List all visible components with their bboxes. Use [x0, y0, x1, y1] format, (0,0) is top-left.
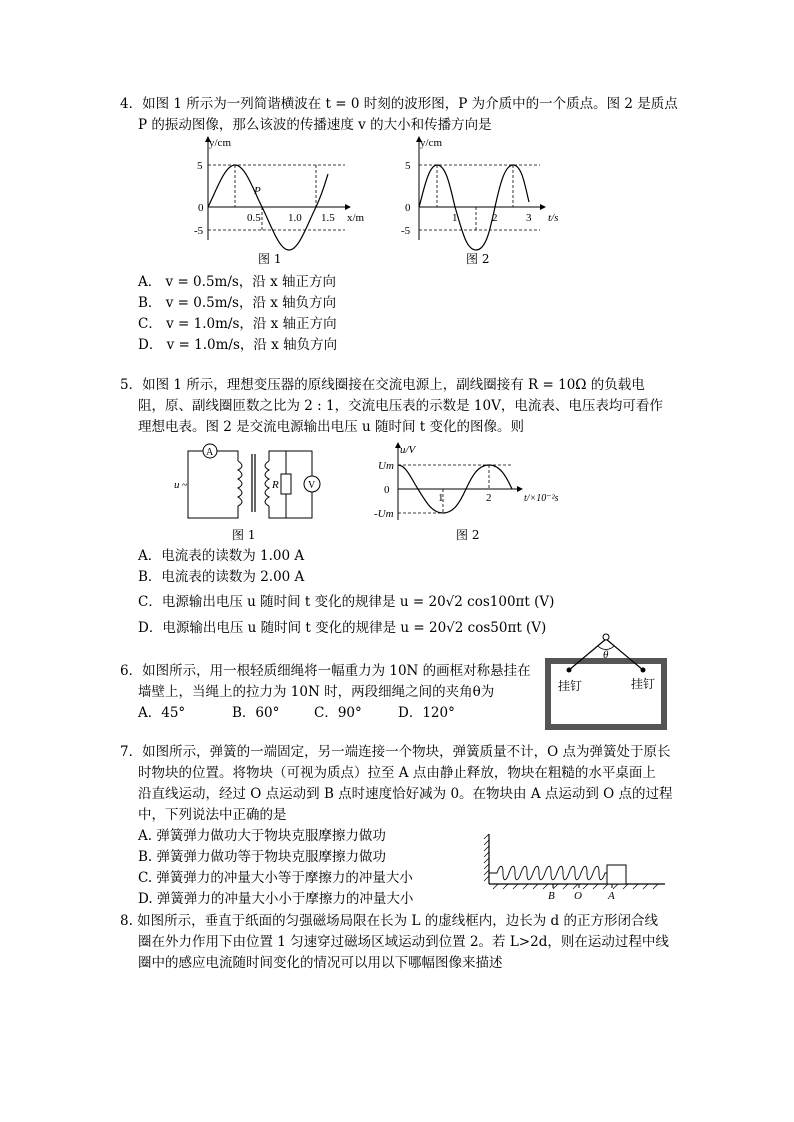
q7-option-a[interactable]: A. 弹簧弹力做功大于物块克服摩擦力做功: [138, 828, 386, 844]
point-a-label: A: [608, 890, 615, 902]
question-4-stem: [120, 94, 680, 136]
q4-option-d[interactable]: D． v = 1.0m/s，沿 x 轴负方向: [138, 337, 338, 353]
q7-stem-line2: 时物块的位置。将物块（可视为质点）拉至 A 点由静止释放，物块在粗糙的水平桌面上: [138, 765, 656, 781]
q7-stem-line1: 7．如图所示，弹簧的一端固定，另一端连接一个物块，弹簧质量不计，O 点为弹簧处于原长: [120, 744, 671, 760]
picture-frame: [548, 661, 664, 727]
nail-right-label: 挂钉: [631, 677, 656, 691]
question-7-stem: [120, 742, 680, 826]
tick-0.5: 0.5: [247, 212, 261, 224]
tick-neg-um: -Um: [374, 508, 394, 520]
point-o-label: O: [574, 890, 582, 902]
point-b-label: B: [548, 890, 555, 902]
q4-figure-2-vibration-graph: [395, 134, 575, 248]
tick-1: 1: [438, 492, 444, 504]
q5-option-c[interactable]: C．电源输出电压 u 随时间 t 变化的规律是 u = 20√2 cos100πt (V): [138, 594, 555, 610]
voltmeter-label: V: [308, 480, 316, 491]
q5-stem-line3: 理想电表。图 2 是交流电源输出电压 u 随时间 t 变化的图像。则: [138, 419, 524, 435]
tick-0: 0: [198, 202, 204, 214]
y-axis-label: u/V: [400, 444, 416, 456]
q5-option-d[interactable]: D．电源输出电压 u 随时间 t 变化的规律是 u = 20√2 cos50πt (V): [138, 620, 547, 636]
q7-option-d[interactable]: D. 弹簧弹力的冲量大小小于摩擦力的冲量大小: [138, 891, 414, 907]
q7-stem-line4: 中，下列说法中正确的是: [138, 807, 287, 823]
tick-2: 2: [486, 492, 492, 504]
resistor: [281, 474, 291, 494]
q4-option-c[interactable]: C． v = 1.0m/s，沿 x 轴正方向: [138, 316, 337, 332]
theta-label: θ: [603, 649, 609, 661]
q6-option-c[interactable]: C．90°: [314, 705, 362, 721]
q6-option-b[interactable]: B．60°: [232, 705, 280, 721]
y-axis-label: y/cm: [420, 137, 442, 149]
q7-stem-line3: 沿直线运动，经过 O 点运动到 B 点时速度恰好减为 0。在物块由 A 点运动到 O 点的过程: [138, 786, 673, 802]
primary-wire-top: [217, 451, 238, 461]
q4-option-a[interactable]: A． v = 0.5m/s，沿 x 轴正方向: [138, 274, 337, 290]
nail-right: [641, 668, 646, 673]
tick-neg5: -5: [401, 225, 411, 237]
tick-um: Um: [378, 460, 394, 472]
resistor-label: R: [272, 479, 279, 491]
x-axis-arrow: [517, 486, 523, 492]
q8-stem-line3: 圈中的感应电流随时间变化的情况可以用以下哪幅图像来描述: [138, 955, 503, 971]
wall-hook: [603, 634, 609, 640]
q6-stem-line2: 墙壁上，当绳上的拉力为 10N 时，两段细绳之间的夹角θ为: [138, 684, 495, 700]
question-5-stem: [120, 375, 680, 438]
table-hatch: [493, 884, 658, 889]
tick-1: 1: [452, 212, 458, 224]
nail-left-label: 挂钉: [558, 679, 583, 693]
x-axis-label: x/m: [347, 212, 365, 224]
block: [607, 865, 626, 884]
q4-figure-1-wave-graph: [195, 134, 375, 248]
q6-option-a[interactable]: A．45°: [138, 705, 186, 721]
tick-neg5: -5: [194, 225, 204, 237]
spring: [489, 866, 607, 880]
tick-5: 5: [197, 160, 203, 172]
x-axis-label: t/×10⁻²s: [524, 493, 559, 504]
ac-symbol: ~: [182, 480, 188, 491]
secondary-coil: [265, 461, 269, 506]
question-8-stem: [120, 911, 680, 974]
q5-option-a[interactable]: A．电流表的读数为 1.00 A: [138, 548, 305, 564]
q5-stem-line2: 阻，原、副线圈匝数之比为 2 : 1，交流电压表的示数是 10V，电流表、电压表均可看作: [138, 398, 663, 414]
q4-figure-2-caption: 图 2: [466, 252, 490, 266]
q8-stem-line1: 8. 如图所示，垂直于纸面的匀强磁场局限在长为 L 的虚线框内，边长为 d 的正方形闭合线: [120, 913, 658, 929]
tick-0: 0: [405, 202, 411, 214]
q5-figure-1-caption: 图 1: [232, 528, 256, 542]
q4-stem-line1: 4．如图 1 所示为一列简谐横波在 t = 0 时刻的波形图，P 为介质中的一个质点。图 2 是质点: [120, 96, 678, 112]
q6-option-d[interactable]: D．120°: [398, 705, 455, 721]
source-label: u: [174, 479, 180, 491]
tick-zero: 0: [384, 484, 390, 496]
primary-wire: [188, 451, 238, 518]
q4-figure-1-caption: 图 1: [258, 252, 282, 266]
q4-stem-line2: P 的振动图像，那么该波的传播速度 v 的大小和传播方向是: [138, 117, 492, 133]
tick-1.0: 1.0: [288, 212, 302, 224]
q8-stem-line2: 圈在外力作用下由位置 1 匀速穿过磁场区域运动到位置 2。若 L>2d，则在运动过程中线: [138, 934, 669, 950]
nail-left: [567, 668, 572, 673]
point-p-label: P: [254, 185, 261, 197]
y-axis-label: y/cm: [209, 137, 231, 149]
q4-option-b[interactable]: B． v = 0.5m/s，沿 x 轴负方向: [138, 295, 337, 311]
ammeter-label: A: [206, 447, 214, 458]
q7-option-b[interactable]: B. 弹簧弹力做功等于物块克服摩擦力做功: [138, 849, 387, 865]
q5-option-b[interactable]: B．电流表的读数为 2.00 A: [138, 569, 305, 585]
x-axis-arrow: [345, 204, 351, 210]
tick-2: 2: [492, 212, 498, 224]
q7-option-c[interactable]: C. 弹簧弹力的冲量大小等于摩擦力的冲量大小: [138, 870, 413, 886]
q5-figure-1-transformer-circuit: [172, 440, 332, 522]
wall-hatch: [484, 834, 489, 881]
q5-figure-2-voltage-graph: [372, 440, 572, 522]
tick-3: 3: [526, 212, 532, 224]
q6-stem-line1: 6．如图所示，用一根轻质细绳将一幅重力为 10N 的画框对称悬挂在: [120, 663, 531, 679]
q5-figure-2-caption: 图 2: [456, 528, 480, 542]
tick-1.5: 1.5: [321, 212, 335, 224]
tick-5: 5: [405, 160, 411, 172]
x-axis-label: t/s: [548, 212, 559, 224]
primary-coil: [238, 461, 242, 506]
x-axis-arrow: [540, 204, 546, 210]
q6-picture-frame-figure: [545, 630, 669, 730]
q7-spring-block-figure: [483, 832, 673, 902]
q5-stem-line1: 5．如图 1 所示，理想变压器的原线圈接在交流电源上，副线圈接有 R = 10Ω 的负载电: [120, 377, 645, 393]
